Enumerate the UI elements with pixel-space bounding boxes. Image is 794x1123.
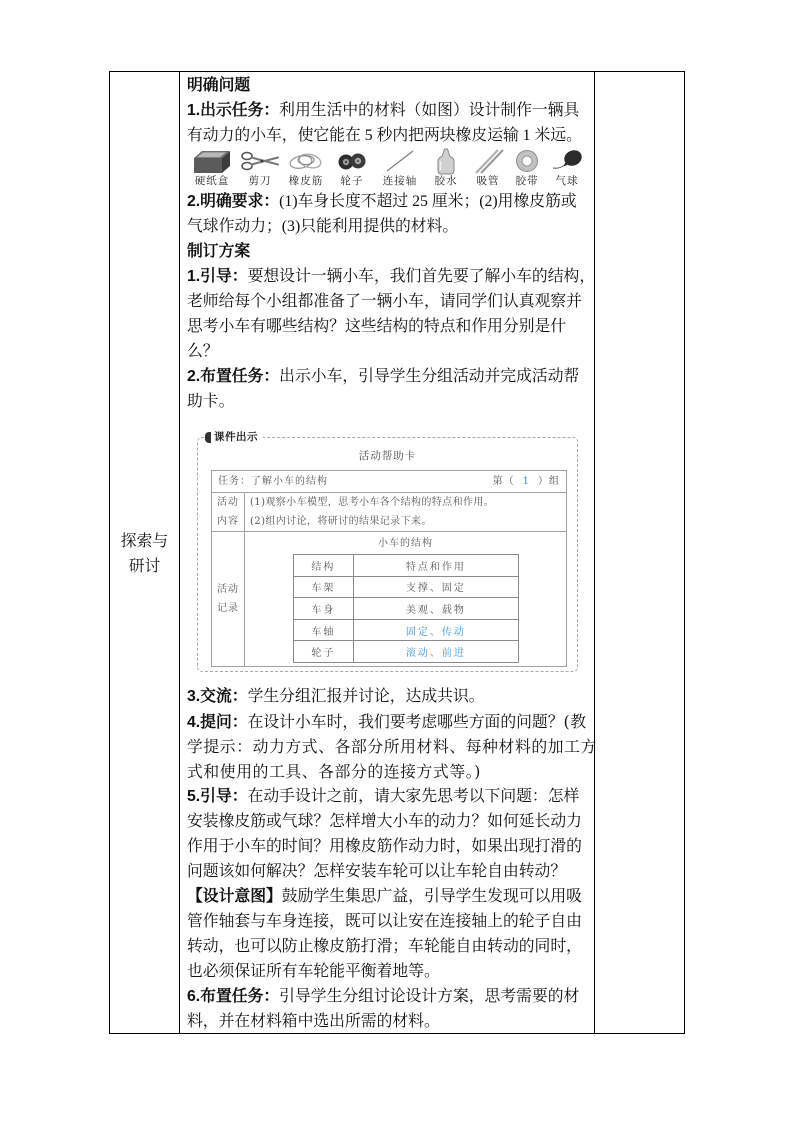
material-label: 吸管 (476, 175, 500, 187)
activity-record-row (212, 532, 567, 667)
activity-content-label (212, 493, 245, 532)
discussion-section (187, 684, 597, 1034)
bold-label-text: 制订方案 (187, 242, 251, 260)
group-prefix: 第（ (492, 475, 515, 487)
bold-label-text: 明确问题 (187, 76, 251, 94)
bold-label-text: 4.提问： (187, 713, 248, 731)
part-cell: 轮子 (293, 641, 354, 663)
text-line (187, 1009, 593, 1034)
stage-label-line: 研讨 (128, 557, 161, 575)
stage-label-cell (110, 529, 179, 579)
plan-section (187, 189, 596, 414)
table-row (293, 641, 518, 663)
straws-icon (468, 147, 508, 175)
content-line: (1)观察小车模型，思考小车各个结构的特点和作用。 (250, 497, 495, 508)
body-text: 出示小车，引导学生分组活动并完成活动帮 (279, 367, 580, 385)
car-structure-table (293, 554, 519, 663)
text-line (187, 809, 593, 834)
text-line (187, 934, 593, 959)
task-row (212, 471, 567, 493)
body-text: 引导学生分组讨论设计方案，思考需要的材 (279, 987, 580, 1005)
activity-help-table (211, 470, 567, 667)
text-line (187, 189, 593, 214)
bold-label-text: 6.布置任务： (187, 987, 280, 1005)
material-item (423, 147, 469, 189)
body-text: 么？ (187, 342, 219, 360)
text-line (187, 709, 593, 734)
material-label: 胶水 (434, 175, 458, 187)
table-row (293, 619, 518, 641)
bold-label-text: 5.引导： (187, 787, 248, 805)
activity-record-label (212, 532, 245, 667)
body-text: 管作轴套与车身连接，既可以让安在连接轴上的轮子自由 (187, 912, 582, 930)
badge-marker-icon (205, 432, 211, 443)
structure-table-title: 小车的结构 (378, 538, 433, 549)
body-text: 在设计小车时，我们要考虑哪些方面的问题？ (247, 713, 564, 731)
table-header-row (293, 555, 518, 577)
material-label: 连接轴 (382, 175, 418, 187)
body-text: 安装橡皮筋或气球？怎样增大小车的动力？如何延长动力 (187, 812, 582, 830)
task-text: 任务：了解小车的结构 (218, 475, 328, 487)
courseware-badge (204, 430, 263, 445)
part-cell: 车身 (293, 598, 354, 620)
text-line (187, 364, 593, 389)
body-text: 有动力的小车，使它能在 5 秒内把两块橡皮运输 1 米远。 (187, 126, 582, 144)
material-label: 轮子 (340, 175, 364, 187)
activity-content-cell (245, 493, 567, 532)
body-text: 思考小车有哪些结构？这些结构的特点和作用分别是什 (187, 317, 567, 335)
body-text: 作用于小车的时间？用橡皮筋作动力时，如果出现打滑的 (187, 837, 582, 855)
function-cell: 固定、传动 (354, 619, 518, 641)
function-cell: 美观、载物 (354, 598, 518, 620)
text-line (187, 759, 593, 784)
rubber-band-icon (286, 147, 326, 175)
group-number-field (493, 472, 560, 492)
balloon-icon (547, 147, 587, 175)
text-line (187, 784, 593, 809)
body-text: 助卡。 (187, 392, 235, 410)
material-label: 剪刀 (248, 175, 272, 187)
material-label: 气球 (555, 175, 579, 187)
material-label: 硬纸盒 (194, 175, 230, 187)
text-line (187, 264, 596, 289)
material-item (283, 147, 329, 189)
text-line (187, 909, 593, 934)
text-line (187, 859, 593, 884)
material-label: 胶带 (515, 175, 539, 187)
bold-label-text: 1.出示任务： (187, 101, 280, 119)
text-line (187, 684, 593, 709)
body-text: 转动，也可以防止橡皮筋打滑；车轮能自由转动的同时， (187, 937, 582, 955)
body-text: 气球作动力；(3)只能利用提供的材料。 (187, 217, 459, 235)
column-divider (179, 71, 180, 1034)
body-text: 要想设计一辆小车，我们首先要了解小车的结构， (247, 267, 596, 285)
material-item (377, 147, 423, 189)
badge-label: 课件出示 (214, 431, 258, 443)
material-item (189, 147, 235, 189)
bold-label-text: 【设计意图】 (187, 887, 282, 905)
function-cell: 滚动、前进 (354, 641, 518, 663)
text-line (187, 123, 593, 148)
text-line (187, 73, 593, 98)
body-text: 利用生活中的材料（如图）设计制作一辆具 (279, 101, 580, 119)
body-text: (1)车身长度不超过 25 厘米；(2)用橡皮筋或 (279, 192, 577, 210)
teaching-tip-text: 式和使用的工具、各部分的连接方式等。) (187, 761, 482, 781)
text-line (187, 984, 593, 1009)
label-line: 记录 (217, 603, 239, 614)
column-header: 特点和作用 (354, 555, 518, 577)
label-line: 活动 (217, 584, 239, 595)
card-title: 活动帮助卡 (358, 450, 417, 462)
text-line (187, 959, 593, 984)
text-line (187, 314, 593, 339)
text-line (187, 734, 597, 759)
wheels-icon (332, 147, 372, 175)
group-number: 1 (522, 475, 530, 487)
teaching-tip-text: 学提示：动力方式、各部分所用材料、每种材料的加工方 (187, 736, 597, 756)
text-line (187, 214, 593, 239)
material-item (329, 147, 375, 189)
task-cell (212, 471, 567, 493)
label-line: 内容 (217, 516, 239, 527)
text-line (187, 339, 593, 364)
table-row (293, 598, 518, 620)
axle-rod-icon (380, 147, 420, 175)
part-cell: 车轴 (293, 619, 354, 641)
material-label: 橡皮筋 (288, 175, 324, 187)
notes-cell (595, 72, 684, 1033)
teaching-tip-text: (教 (563, 711, 587, 731)
activity-content-row (212, 493, 567, 532)
material-item (237, 147, 283, 189)
body-text: 问题该如何解决？怎样安装车轮可以让车轮自由转动？ (187, 862, 567, 880)
column-header: 结构 (293, 555, 354, 577)
tape-roll-icon (507, 147, 547, 175)
body-text: 也必须保证所有车轮能平衡着地等。 (187, 962, 440, 980)
bold-label-text: 2.明确要求： (187, 192, 280, 210)
stage-label-line: 探索与 (120, 532, 169, 550)
text-line (187, 289, 593, 314)
activity-record-cell (245, 532, 567, 667)
task-section (187, 73, 593, 148)
text-line (187, 239, 593, 264)
material-item (544, 147, 590, 189)
label-line: 活动 (217, 497, 239, 508)
courseware-card (197, 431, 578, 672)
table-row (293, 576, 518, 598)
text-line (187, 834, 593, 859)
bold-label-text: 3.交流： (187, 687, 248, 705)
body-text: 料，并在材料箱中选出所需的材料。 (187, 1012, 440, 1030)
body-text: 在动手设计之前，请大家先思考以下问题：怎样 (247, 787, 580, 805)
bold-label-text: 1.引导： (187, 267, 248, 285)
body-text: 学生分组汇报并讨论，达成共识。 (247, 687, 485, 705)
cardboard-box-icon (192, 147, 232, 175)
scissors-icon (240, 147, 280, 175)
materials-strip (187, 147, 593, 189)
glue-bottle-icon (426, 147, 466, 175)
function-cell: 支撑、固定 (354, 576, 518, 598)
bold-label-text: 2.布置任务： (187, 367, 280, 385)
content-line: (2)组内讨论，将研讨的结果记录下来。 (250, 516, 432, 527)
text-line (187, 884, 593, 909)
body-text: 鼓励学生集思广益，引导学生发现可以用吸 (281, 887, 582, 905)
text-line (187, 98, 593, 123)
part-cell: 车架 (293, 576, 354, 598)
body-text: 老师给每个小组都准备了一辆小车，请同学们认真观察并 (187, 292, 582, 310)
text-line (187, 389, 593, 414)
group-suffix: ）组 (538, 475, 560, 487)
